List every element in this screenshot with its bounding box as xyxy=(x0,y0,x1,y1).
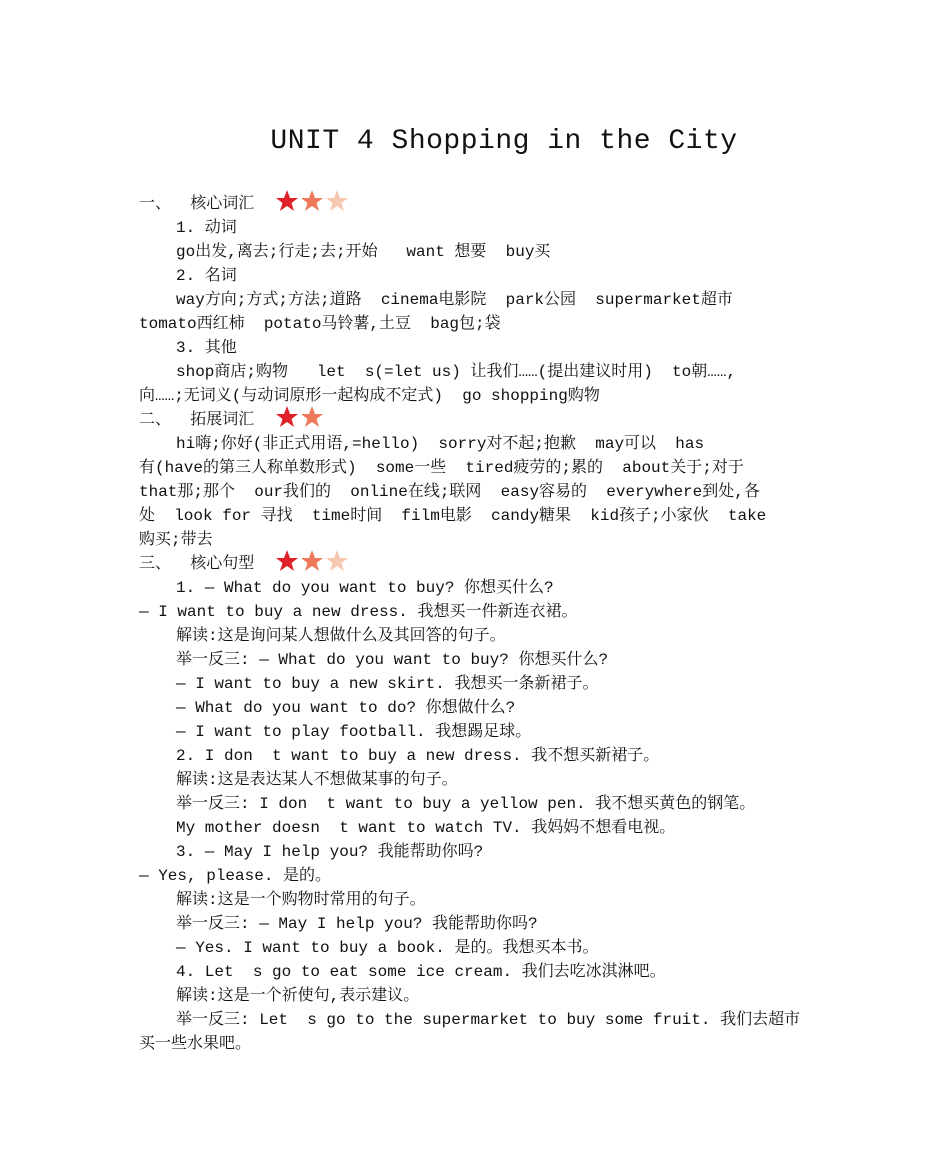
star-icon xyxy=(301,550,323,571)
star-icon xyxy=(276,550,298,571)
vocab-extended-3: that那;那个 our我们的 online在线;联网 easy容易的 everywhere到处,各 xyxy=(139,483,760,501)
vocab-extended-4: 处 look for 寻找 time时间 film电影 candy糖果 kid孩子;小家伙 take xyxy=(139,507,767,525)
vocab-others-1: shop商店;购物 let s(=let us) 让我们……(提出建议时用) to朝……, xyxy=(176,363,737,381)
difficulty-stars-extended-vocab xyxy=(276,405,326,431)
sentence-2-example-2: My mother doesn t want to watch TV. 我妈妈不想看电视。 xyxy=(176,819,676,837)
section-heading-core-sentences: 三、 核心句型 xyxy=(139,555,255,573)
vocab-extended-5: 购买;带去 xyxy=(139,531,213,549)
sentence-1-example-2: — I want to buy a new skirt. 我想买一条新裙子。 xyxy=(176,675,599,693)
sentence-3-explanation: 解读:这是一个购物时常用的句子。 xyxy=(176,891,426,909)
sentence-3-answer: — Yes, please. 是的。 xyxy=(139,867,332,885)
sentence-1-example-3: — What do you want to do? 你想做什么? xyxy=(176,699,516,717)
sentence-1-explanation: 解读:这是询问某人想做什么及其回答的句子。 xyxy=(176,627,506,645)
sentence-1-answer: — I want to buy a new dress. 我想买一件新连衣裙。 xyxy=(139,603,578,621)
star-half-icon xyxy=(326,190,348,211)
sentence-4-explanation: 解读:这是一个祈使句,表示建议。 xyxy=(176,987,420,1005)
vocab-nouns-2: tomato西红柿 potato马铃薯,土豆 bag包;袋 xyxy=(139,315,501,333)
star-icon xyxy=(301,190,323,211)
vocab-extended-2: 有(have的第三人称单数形式) some一些 tired疲劳的;累的 about关于;对于 xyxy=(139,459,744,477)
vocab-others-2: 向……;无词义(与动词原形一起构成不定式) go shopping购物 xyxy=(139,387,600,405)
sentence-4: 4. Let s go to eat some ice cream. 我们去吃冰淇淋吧。 xyxy=(176,963,666,981)
subheading-verbs: 1. 动词 xyxy=(176,219,237,237)
sentence-4-example-1: 举一反三: Let s go to the supermarket to buy some fruit. 我们去超市 xyxy=(176,1011,801,1029)
vocab-verbs: go出发,离去;行走;去;开始 want 想要 buy买 xyxy=(176,243,551,261)
sentence-2-explanation: 解读:这是表达某人不想做某事的句子。 xyxy=(176,771,458,789)
sentence-4-example-2: 买一些水果吧。 xyxy=(139,1035,252,1053)
sentence-3-example-2: — Yes. I want to buy a book. 是的。我想买本书。 xyxy=(176,939,599,957)
vocab-extended-1: hi嗨;你好(非正式用语,=hello) sorry对不起;抱歉 may可以 has xyxy=(176,435,705,453)
difficulty-stars-core-vocab xyxy=(276,189,352,215)
star-half-icon xyxy=(326,550,348,571)
vocab-nouns-1: way方向;方式;方法;道路 cinema电影院 park公园 supermarket超市 xyxy=(176,291,733,309)
section-heading-core-vocab: 一、 核心词汇 xyxy=(139,195,255,213)
sentence-1-example-1: 举一反三: — What do you want to buy? 你想买什么? xyxy=(176,651,609,669)
star-icon xyxy=(276,190,298,211)
sentence-2-example-1: 举一反三: I don t want to buy a yellow pen. 我不想买黄色的钢笔。 xyxy=(176,795,756,813)
sentence-1-example-4: — I want to play football. 我想踢足球。 xyxy=(176,723,532,741)
sentence-3-example-1: 举一反三: — May I help you? 我能帮助你吗? xyxy=(176,915,538,933)
subheading-others: 3. 其他 xyxy=(176,339,237,357)
sentence-3-question: 3. — May I help you? 我能帮助你吗? xyxy=(176,843,484,861)
sentence-2: 2. I don t want to buy a new dress. 我不想买新裙子。 xyxy=(176,747,660,765)
star-icon xyxy=(276,406,298,427)
unit-title: UNIT 4 Shopping in the City xyxy=(270,126,738,157)
subheading-nouns: 2. 名词 xyxy=(176,267,237,285)
section-heading-extended-vocab: 二、 拓展词汇 xyxy=(139,411,255,429)
difficulty-stars-core-sentences xyxy=(276,549,352,575)
star-half-icon xyxy=(301,406,323,427)
sentence-1-question: 1. — What do you want to buy? 你想买什么? xyxy=(176,579,554,597)
